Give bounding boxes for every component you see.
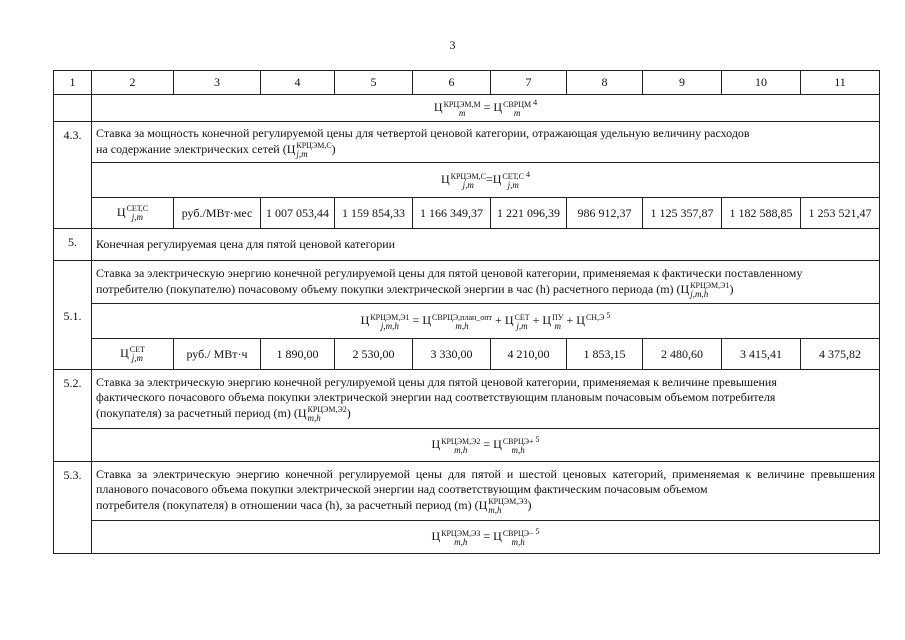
section-4-3-formula-row [54,163,880,198]
header-cell: 6 [413,71,491,95]
value-cell: 1 253 521,47 [801,198,880,229]
header-cell: 5 [335,71,413,95]
header-cell: 2 [92,71,174,95]
section-4-3-formula: Ц КРЦЭМ,С j,m =Ц СЕТ,С j,m $^4$ [92,163,880,198]
section-4-3-text: Ставка за мощность конечной регулируемой цены для четвертой ценовой категории, отражающая удельную величину расходов на содержание электрических сетей (Ц КРЦЭМ,С j,m ) [92,122,880,163]
value-cell: 4 210,00 [491,339,567,370]
value-cell: 2 480,60 [643,339,722,370]
section-5-1-formula-row [54,304,880,339]
value-cell: 1 007 053,44 [261,198,335,229]
tariff-table [53,70,880,554]
value-cell: 4 375,82 [801,339,880,370]
section-num: 5.2. [54,370,92,462]
section-num: 5.1. [54,261,92,370]
section-5-3-text: Ставка за электрическую энергию конечной регулируемой цены для пятой и шестой ценовых категорий, применяемая к величине превышения планового почасового объема покупки электрической энергии над соответствующим фактическим почасовым объемом потребителя (покупателя) в отношении часа (h), за расчетный период (m) (Ц КРЦЭМ,Э3 m,h ) [92,462,880,521]
section-5-3-formula-row [54,521,880,554]
value-cell: 1 853,15 [567,339,643,370]
header-cell: 1 [54,71,92,95]
section-num: 4.3. [54,122,92,229]
section-5-1-values-row [54,339,880,370]
header-cell: 4 [261,71,335,95]
header-cell: 7 [491,71,567,95]
section-4-3-desc-row [54,122,880,163]
header-cell: 10 [722,71,801,95]
header-cell: 9 [643,71,722,95]
section-5-2-text: Ставка за электрическую энергию конечной регулируемой цены для пятой ценовой категории, применяемая к величине превышения фактического почасового объема покупки электрической энергии над соответствующим плановым почасовым объемом потребителя (покупателя) за расчетный период (m) (Ц КРЦЭМ,Э2 m,h ) [92,370,880,429]
rate-symbol: Ц СЕТ,С j,m [92,198,174,229]
unit-cell: руб./МВт·мес [174,198,261,229]
section-5-text: Конечная регулируемая цена для пятой ценовой категории [92,229,880,261]
value-cell: 3 415,41 [722,339,801,370]
section-5-3-desc-row [54,462,880,521]
empty-num-cell [54,95,92,122]
formula-top: Ц КРЦЭМ,М m = Ц СВРЦМ m $^4$ [92,95,880,122]
section-5-3-formula: Ц КРЦЭМ,Э3 m,h = Ц СВРЦЭ− m,h $^5$ [92,521,880,554]
value-cell: 1 890,00 [261,339,335,370]
page-number: 3 [449,38,456,52]
value-cell: 3 330,00 [413,339,491,370]
section-5-2-desc-row [54,370,880,429]
section-5-1-text: Ставка за электрическую энергию конечной регулируемой цены для пятой ценовой категории, применяемая к фактически поставленному потребителю (покупателю) почасовому объему покупки электрической энергии в час (h) расчетного периода (m) (Ц КРЦЭМ,Э1 j,m,h ) [92,261,880,304]
value-cell: 986 912,37 [567,198,643,229]
section-5-row [54,229,880,261]
section-5-2-formula-row [54,429,880,462]
header-cell: 3 [174,71,261,95]
header-row [54,71,880,95]
rate-symbol: Ц СЕТ j,m [92,339,174,370]
value-cell: 1 125 357,87 [643,198,722,229]
section-5-1-desc-row [54,261,880,304]
section-num: 5. [54,229,92,261]
formula-row-top [54,95,880,122]
section-num: 5.3. [54,462,92,554]
unit-cell: руб./ МВт·ч [174,339,261,370]
section-4-3-values-row [54,198,880,229]
header-cell: 11 [801,71,880,95]
value-cell: 1 221 096,39 [491,198,567,229]
section-5-1-formula: Ц КРЦЭМ,Э1 j,m,h = Ц СВРЦЭ,план_опт m,h + Ц СЕТ j,m + Ц ПУ m + Ц СН,Э $^5$ [92,304,880,339]
value-cell: 1 166 349,37 [413,198,491,229]
value-cell: 2 530,00 [335,339,413,370]
section-5-2-formula: Ц КРЦЭМ,Э2 m,h = Ц СВРЦЭ+ m,h $^5$ [92,429,880,462]
value-cell: 1 182 588,85 [722,198,801,229]
header-cell: 8 [567,71,643,95]
value-cell: 1 159 854,33 [335,198,413,229]
